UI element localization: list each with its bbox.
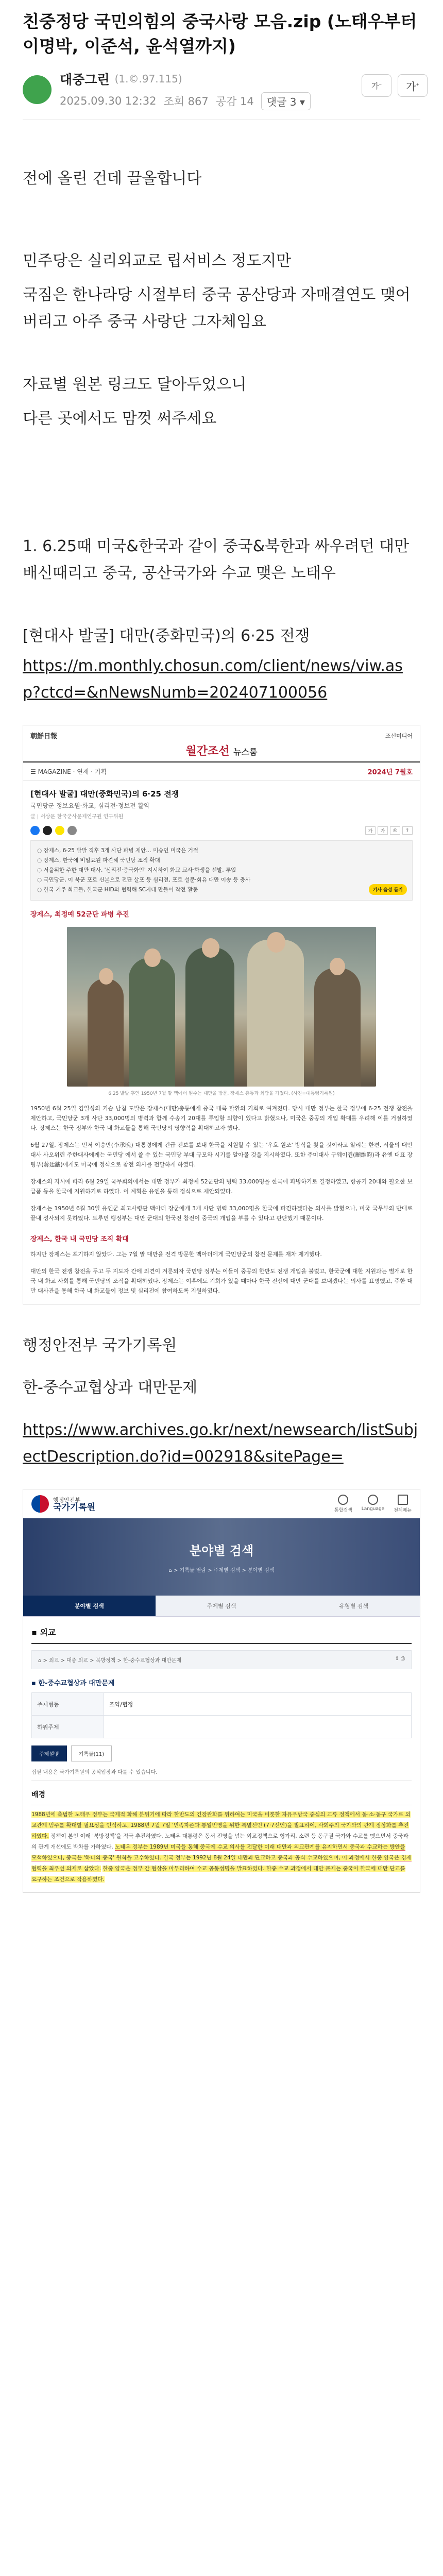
post-title: 친중정당 국민의힘의 중국사랑 모음.zip (노태우부터 이명박, 이준석, 윤석열까지) xyxy=(23,11,417,56)
photo-head xyxy=(99,968,113,985)
facebook-icon xyxy=(30,826,40,835)
archive-background-body xyxy=(31,1805,412,1885)
photo-figure xyxy=(129,958,175,1087)
globe-icon xyxy=(368,1495,378,1505)
article-controls xyxy=(365,826,413,835)
photo-figure xyxy=(247,940,304,1087)
author-name[interactable]: 대중그린 xyxy=(60,72,110,87)
subject-description-button: 주제설명 xyxy=(31,1745,67,1761)
article-screenshot xyxy=(23,725,420,1304)
body-paragraph: 행정안전부 국가기록원 xyxy=(23,1336,177,1354)
font-size-controls xyxy=(362,74,428,97)
table-row xyxy=(32,1716,412,1738)
photo-head xyxy=(144,948,161,967)
monthly-logo-text: 월간조선 xyxy=(185,744,230,758)
nav-menu-label: 전체메뉴 xyxy=(394,1508,412,1513)
photo-figure xyxy=(185,947,234,1087)
summary-item: ○ 장제스, 한국에 비밀요원 파견해 국민당 조직 확대 xyxy=(37,856,406,866)
comment-count-label: 댓글 3 xyxy=(266,95,297,108)
government-emblem-icon xyxy=(31,1495,49,1513)
archive-name: 국가기록원 xyxy=(53,1502,96,1513)
article-section-head: 장제스, 한국 내 국민당 조직 확대 xyxy=(30,1235,129,1243)
photo-head xyxy=(202,938,219,958)
body-paragraph: 한-중수교협상과 대만문제 xyxy=(23,1379,198,1397)
nav-menu xyxy=(394,1495,412,1513)
article-title: [현대사 발굴] 대만(중화민국)의 6·25 전쟁 xyxy=(30,789,179,799)
plus-icon: ⁺ xyxy=(416,82,419,89)
author-ip: (1.©.97.115) xyxy=(114,72,182,85)
article-paragraph: 6월 27일, 장제스는 먼저 이승만(李承晩) 대통령에게 긴급 전보를 보내 한국을 지원할 수 있는 '우호 원조' 방식을 찾을 것이라고 알리는 한편, 서울의 대만 대사 사오위린 주한대사에게는 국민당 에서 쓸 수 있는 국민당 부대 규모와 시기를 알아볼 것을 지시하였다. 또한 주미대사 구웨이쥔(顧維鈞)과 유엔 대표 장팅푸(蔣廷黻)에게도 미국에 정식으로 참전 의사를 전달하게 하였다. xyxy=(30,1142,413,1168)
post-body xyxy=(0,165,443,706)
print-icon: ⎙ xyxy=(390,826,400,835)
bullet-icon: ▪ xyxy=(31,1680,39,1687)
historical-photo xyxy=(67,927,376,1087)
share-icons xyxy=(30,826,77,835)
archive-screenshot xyxy=(23,1489,420,1893)
table-key: 하위주제 xyxy=(32,1716,104,1738)
body-paragraph: [현대사 발굴] 대만(중화민국)의 6·25 전쟁 xyxy=(23,627,310,645)
text-smaller-icon: 가 xyxy=(365,826,376,835)
body-paragraph: 국짐은 한나라당 시절부터 중국 공산당과 자매결연도 맺어버리고 아주 중국 사랑단 그자체임요 xyxy=(23,286,411,331)
archive-info-table xyxy=(31,1692,412,1738)
nav-search-label: 통합검색 xyxy=(334,1508,352,1513)
archive-breadcrumb-bar xyxy=(31,1650,412,1669)
share-print-icons: ⇪ ⎙ xyxy=(395,1656,405,1662)
issue-label: 2024년 7월호 xyxy=(367,769,413,776)
minus-icon: ⁻ xyxy=(379,82,382,89)
kakao-icon xyxy=(55,826,64,835)
ministry-name: 행정안전부 xyxy=(53,1497,81,1503)
body-paragraph: 민주당은 실리외교로 립서비스 정도지만 xyxy=(23,252,292,270)
source-link-archives[interactable]: https://www.archives.go.kr/next/newsearch/listSubjectDescription.do?id=002918&sitePage= xyxy=(23,1421,418,1466)
background-text: 정책이 본인 이래 '북방정책'을 적극 추진하였다. 노태우 대통령은 동서 진영을 넘는 외교정책으로 헝가리, 소련 등 동구권 국가와 수교를 맺으면서 중국과의 관계 개선에도 박차를 가하였다. xyxy=(31,1833,408,1850)
archive-item-title xyxy=(31,1677,412,1687)
source-link-chosun[interactable]: https://m.monthly.chosun.com/client/news/viw.asp?ctcd=&nNewsNumb=202407100056 xyxy=(23,657,403,702)
highlighted-text: 1988년에 출범한 노태우 정부는 국제적 화해 분위기에 따라 한반도의 긴장완화를 위하여는 미국을 비롯한 자유우방국 중심의 교류 정책에서 동·소·동구 국가로 외교관계 범주를 확대할 필요성을 인식하고, 1988년 7월 7일 '민족자존과 통일번영을 위한 특별선언'(7·7선언)을 발표하여, 사회주의 국가와의 관계 정상화를 추진하였다. xyxy=(31,1811,411,1839)
view-count: 조회 867 xyxy=(163,95,209,108)
highlighted-text: 한중 양국은 정부 간 협상을 마무리하여 수교 공동성명을 발표하였다. 한중 수교 과정에서 대만 문제는 중국이 한국에 대만 단교를 요구하는 조건으로 작용하였다. xyxy=(31,1866,405,1883)
body-paragraph: 전에 올린 건데 끌올합니다 xyxy=(23,170,202,188)
breadcrumb-text: MAGAZINE · 연재 · 기획 xyxy=(38,768,107,775)
chosun-topbar xyxy=(23,725,420,740)
tab-field-search: 분야별 검색 xyxy=(23,1596,156,1617)
chosun-logo: 朝鮮日報 xyxy=(30,733,58,740)
font-smaller-button[interactable] xyxy=(362,74,391,97)
archive-section-label: 외교 xyxy=(40,1628,56,1637)
menu-icon xyxy=(398,1495,408,1505)
article-paragraph: 장제스는 1950년 6월 30일 유엔군 최고사령관 맥아더 장군에게 3개 사단 병력 33,000명을 한국에 파견하겠다는 의사를 밝혔으나, 미국 국무부의 반대로 끝내 성사되지 못하였다. 트루먼 행정부는 대만 군대의 한국전 참전이 중국의 개입을 부를 수 있다고 판단했기 때문이다. xyxy=(30,1205,413,1222)
article-subtitle: 국민당군 정보요원·화교, 심리전·정보전 활약 xyxy=(30,802,150,809)
summary-item: ○ 장제스, 6·25 발발 직후 3개 사단 파병 제안… 미승인 미국은 거절 xyxy=(37,846,406,856)
archive-breadcrumb: ⌂ > 외교 > 대중 외교 > 북방정책 > 한-중수교협상과 대만문제 xyxy=(38,1658,182,1664)
summary-item: ○ 국민당군, 이 북군 포로 신분으로 전단 살포 등 심리전, 포로 설문·회유 대만 이송 등 충사 xyxy=(37,875,406,885)
bullet-icon: ▪ xyxy=(31,1628,40,1637)
photo-figure xyxy=(88,978,124,1087)
share-row xyxy=(23,824,420,840)
photo-head xyxy=(267,932,285,953)
post-date: 2025.09.30 12:32 xyxy=(60,95,157,107)
author-info xyxy=(60,70,311,110)
monthly-chosun-logo xyxy=(23,740,420,761)
author-line xyxy=(60,70,311,88)
archive-buttons xyxy=(31,1745,412,1761)
table-key: 주제형동 xyxy=(32,1693,104,1716)
bottom-spacer xyxy=(0,1893,443,1913)
article-paragraph: 하지만 장제스는 포기하지 않았다. 그는 7월 말 대만을 전격 방문한 맥아더에게 국민당군의 참전 문제를 재차 제기했다. xyxy=(30,1251,322,1258)
article-breadcrumb-row xyxy=(23,761,420,781)
post-body-2 xyxy=(0,1332,443,1470)
tab-type-search: 유형별 검색 xyxy=(287,1596,420,1617)
archive-banner xyxy=(23,1518,420,1596)
photo-figure xyxy=(314,968,361,1087)
menu-icon: ☰ xyxy=(30,768,38,775)
meta-line xyxy=(60,92,311,110)
avatar[interactable] xyxy=(23,75,52,104)
table-value xyxy=(104,1716,412,1738)
article-paragraph: 대만의 한국 전쟁 참전을 두고 두 지도자 간에 의견이 겨룬되자 국민당 정부는 이들이 중공의 한반도 전쟁 개입을 불렀고, 한국군에 대한 지원과는 별개로 한국 내 화교 사회를 통해 국민당의 조직을 확대하였다. 장제스는 이후에도 기회가 있을 때마다 한국 전선에 대만 군대를 보내겠다는 의사를 표명했고, 주한 대만 대사관을 통해 한국 내 화교들이 정보 및 심리전에 참여하도록 지원하였다. xyxy=(30,1268,413,1294)
article-paragraph: 장제스의 지시에 따라 6월 29일 국무회의에서는 대만 정부가 최정예 52군단의 병력 33,000명을 한국에 파병하기로 결정하였고, 항공기 20대와 필요한 보급품 등을 한국에 지원하기로 하였다. 이 계획은 유엔을 통해 정식으로 제안되었다. xyxy=(30,1178,413,1195)
highlighted-text: 노태우 정부는 1989년 미국을 통해 중국에 수교 의사를 전달한 이래 대만과 외교관계를 유지하면서 중국과 수교하는 방안을 모색하였으나, 중국은 '하나의 중국' 원칙을 고수하였다. 결국 정부는 1992년 8월 24일 대만과 단교하고 중국과 공식 수교하였으며, 이 과정에서 한중 양국은 경제협력을 최우선 의제로 삼았다. xyxy=(31,1844,412,1872)
nav-language xyxy=(362,1495,384,1513)
article-paragraph: 1950년 6월 25일 김일성의 기습 남침 도발은 장제스(대만)총통에게 중국 대륙 탈환의 기회로 여겨졌다. 당시 대만 정부는 한국 정부에 6·25 전쟁 참전을 제안하고, 국민당군 3개 사단 33,000명의 병력과 함께 수송기 20대를 투입할 의향이 있다고 밝혔으나, 미국은 중공의 개입 확대를 우려해 이를 거절하였다. 장제스는 한국 정부와 한국 내 화교들을 통해 국민당의 영향력을 확대하고자 했다. xyxy=(30,1105,413,1131)
archive-logo xyxy=(31,1495,95,1513)
archive-background-title: 배경 xyxy=(31,1791,46,1799)
newsroom-logo-text: 뉴스룸 xyxy=(233,747,258,757)
font-larger-label: 가 xyxy=(406,80,416,93)
records-button: 기록물(11) xyxy=(71,1745,112,1761)
font-larger-button[interactable] xyxy=(398,74,428,97)
share-icon: ⇪ xyxy=(402,826,413,835)
summary-item: ○ 한국 거주 화교들, 한국군 HID와 협력해 SC지대 만들어 작전 활동 xyxy=(37,885,406,895)
author-row xyxy=(0,59,443,108)
like-count: 공감 14 xyxy=(215,95,254,108)
archive-header xyxy=(23,1489,420,1518)
archive-item-label: 한-중수교협상과 대만문제 xyxy=(38,1680,115,1687)
x-icon xyxy=(43,826,52,835)
article-breadcrumb xyxy=(30,767,107,776)
body-paragraph: 자료별 원본 링크도 달아두었으니 xyxy=(23,376,247,394)
article-section-head: 장제스, 최정예 52군단 파병 추진 xyxy=(30,911,129,919)
photo-head xyxy=(330,958,345,975)
table-value: 조약/협정 xyxy=(104,1693,412,1716)
archive-nav xyxy=(334,1495,412,1513)
archive-section-title xyxy=(31,1626,412,1644)
chosun-media-label: 조선미디어 xyxy=(385,732,413,739)
photo-caption: 6.25 발발 후인 1950년 7월 말 맥아더 원수는 대만을 방문, 장제스 총통과 회담을 가졌다. (사진=대통령기록원) xyxy=(108,1091,335,1096)
nav-search xyxy=(334,1495,352,1513)
link-icon xyxy=(67,826,77,835)
audio-badge: 기사 음성 듣기 xyxy=(369,884,407,895)
comment-count-button[interactable] xyxy=(261,92,311,110)
archive-logo-text xyxy=(53,1497,95,1511)
nav-language-label: Language xyxy=(361,1506,385,1512)
search-icon xyxy=(338,1495,348,1505)
summary-item: ○ 서울위한 주한 대만 대사, '심리전·중국화인' 지시하여 화교 교사·학생을 선발, 투입 xyxy=(37,866,406,875)
chevron-down-icon: ▾ xyxy=(299,95,305,108)
archive-banner-breadcrumb: ⌂ > 기록물 열람 > 주제별 검색 > 분야별 검색 xyxy=(168,1568,275,1573)
text-larger-icon: 가 xyxy=(378,826,388,835)
article-summary-box xyxy=(30,840,413,901)
archive-tabs xyxy=(23,1596,420,1617)
table-row xyxy=(32,1693,412,1716)
archive-disclaimer: 집필 내용은 국가기록원의 공식입장과 다를 수 있습니다. xyxy=(31,1768,412,1781)
article-byline: 글 | 서상문 한국군사문제연구원 연구위원 xyxy=(30,814,124,820)
font-smaller-label: 가 xyxy=(371,81,379,91)
body-paragraph: 다른 곳에서도 맘껏 써주세요 xyxy=(23,410,217,428)
body-paragraph: 1. 6.25때 미국&한국과 같이 중국&북한과 싸우려던 대만 배신때리고 중국, 공산국가와 수교 맺은 노태우 xyxy=(23,537,410,582)
archive-banner-title: 분야별 검색 xyxy=(189,1544,254,1558)
tab-subject-search: 주제별 검색 xyxy=(156,1596,288,1617)
